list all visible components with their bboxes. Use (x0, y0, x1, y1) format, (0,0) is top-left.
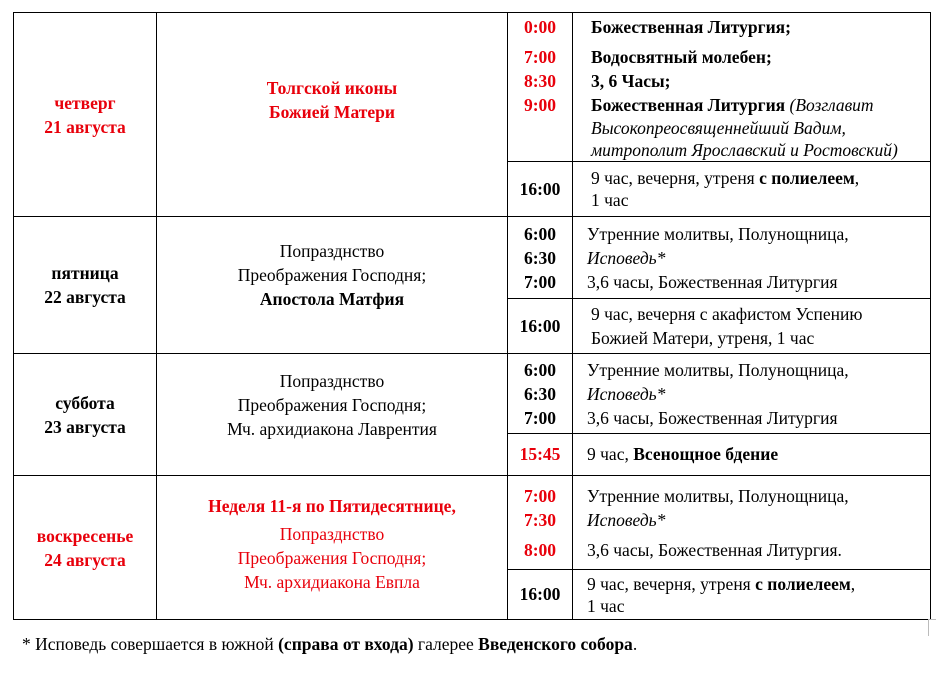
feast-cell (157, 354, 508, 476)
date: 23 августа (44, 416, 126, 437)
service-text: , (854, 168, 860, 188)
feast-line: Неделя 11-я по Пятидесятнице, (208, 495, 456, 516)
service-note: Высокопреосвященнейший Вадим, (591, 118, 846, 138)
feast-line: Попразднство (279, 370, 385, 391)
feast-line: Мч. архидиакона Евпла (244, 571, 420, 592)
feast-cell (157, 217, 508, 354)
footnote (22, 634, 637, 655)
service-note: (Возглавит (789, 95, 874, 115)
service-text-bold: с полиелеем (755, 573, 851, 594)
schedule-table (13, 12, 931, 620)
service-text-bold: Всенощное бдение (633, 444, 779, 464)
service-text: 1 час (587, 595, 625, 616)
footnote-text-bold: Введенского собора (478, 634, 633, 654)
feast-line: Мч. архидиакона Лаврентия (227, 418, 437, 439)
service-time: 9:00 (523, 95, 557, 115)
service-text: 9 час, вечерня, утреня (587, 573, 756, 594)
services-cell (573, 162, 931, 217)
service-name: Исповедь* (587, 383, 666, 404)
service-time: 6:00 (523, 223, 557, 244)
weekday: суббота (55, 392, 115, 413)
weekday: воскресенье (36, 525, 134, 546)
service-text: , (850, 573, 856, 594)
service-time: 6:00 (523, 359, 557, 380)
service-text: 9 час, вечерня с акафистом Успению (591, 304, 863, 324)
weekday: пятница (51, 263, 119, 283)
date: 24 августа (44, 549, 126, 570)
time-cell: 16:00 (508, 570, 573, 620)
time-cell: 15:45 (508, 434, 573, 476)
service-name: Утренние молитвы, Полунощница, (587, 485, 849, 506)
services-cell (573, 299, 931, 354)
feast-line: Божией Матери (269, 101, 395, 122)
service-name: 3,6 часы, Божественная Литургия. (587, 539, 842, 560)
feast-line: Апостола Матфия (259, 289, 405, 309)
feast-line: Преображения Господня; (237, 547, 427, 568)
services-cell (573, 434, 931, 476)
service-time: 7:00 (523, 47, 557, 67)
time-cell (508, 476, 573, 570)
feast-cell (157, 13, 508, 217)
service-text: 1 час (591, 190, 629, 210)
service-time: 8:00 (523, 539, 557, 560)
day-cell (14, 13, 157, 217)
feast-line: Преображения Господня; (237, 394, 427, 415)
date: 22 августа (44, 287, 126, 307)
time-cell: 16:00 (508, 299, 573, 354)
day-cell (14, 476, 157, 620)
service-name: 3, 6 Часы; (591, 71, 671, 91)
service-time: 7:00 (523, 485, 557, 506)
services-cell (573, 13, 931, 162)
feast-line: Попразднство (279, 241, 385, 261)
time-cell (508, 217, 573, 299)
service-name: Утренние молитвы, Полунощница, (587, 359, 849, 380)
weekday: четверг (54, 92, 116, 113)
time-cell (508, 354, 573, 434)
services-cell (573, 570, 931, 620)
feast-line: Попразднство (279, 523, 385, 544)
table-row (14, 476, 931, 570)
time-cell (508, 13, 573, 162)
services-cell (573, 476, 931, 570)
service-name: Исповедь* (587, 247, 666, 268)
service-name: 3,6 часы, Божественная Литургия (587, 271, 838, 292)
service-time: 6:30 (523, 247, 557, 268)
footnote-text: . (632, 634, 638, 654)
service-name: Божественная Литургия (591, 95, 786, 115)
day-cell (14, 354, 157, 476)
service-text-bold: с полиелеем (759, 168, 855, 188)
date: 21 августа (44, 116, 126, 137)
service-time: 7:30 (523, 509, 557, 530)
feast-cell (157, 476, 508, 620)
service-text: 9 час, вечерня, утреня (591, 168, 760, 188)
service-time: 0:00 (523, 17, 557, 37)
service-name: Божественная Литургия; (591, 17, 791, 37)
service-name: Водосвятный молебен; (591, 47, 772, 67)
service-name: Утренние молитвы, Полунощница, (587, 223, 849, 244)
footnote-text: галерее (413, 634, 479, 654)
service-time: 7:00 (523, 407, 557, 428)
feast-line: Толгской иконы (266, 77, 398, 98)
services-cell (573, 217, 931, 299)
service-name: Исповедь* (587, 509, 666, 530)
service-time: 7:00 (523, 271, 557, 292)
feast-line: Преображения Господня; (237, 265, 427, 285)
service-note: митрополит Ярославский и Ростовский) (591, 140, 898, 160)
page-corner-mark (928, 619, 936, 636)
service-time: 8:30 (523, 71, 557, 91)
table-row (14, 354, 931, 434)
time-cell: 16:00 (508, 162, 573, 217)
service-name: 3,6 часы, Божественная Литургия (587, 407, 838, 428)
service-text: 9 час, (587, 444, 634, 464)
footnote-text-bold: (справа от входа) (278, 634, 414, 654)
footnote-text: * Исповедь совершается в южной (22, 634, 279, 654)
service-text: Божией Матери, утреня, 1 час (591, 328, 815, 348)
service-time: 6:30 (523, 383, 557, 404)
table-row (14, 13, 931, 162)
services-cell (573, 354, 931, 434)
table-row (14, 217, 931, 299)
day-cell (14, 217, 157, 354)
